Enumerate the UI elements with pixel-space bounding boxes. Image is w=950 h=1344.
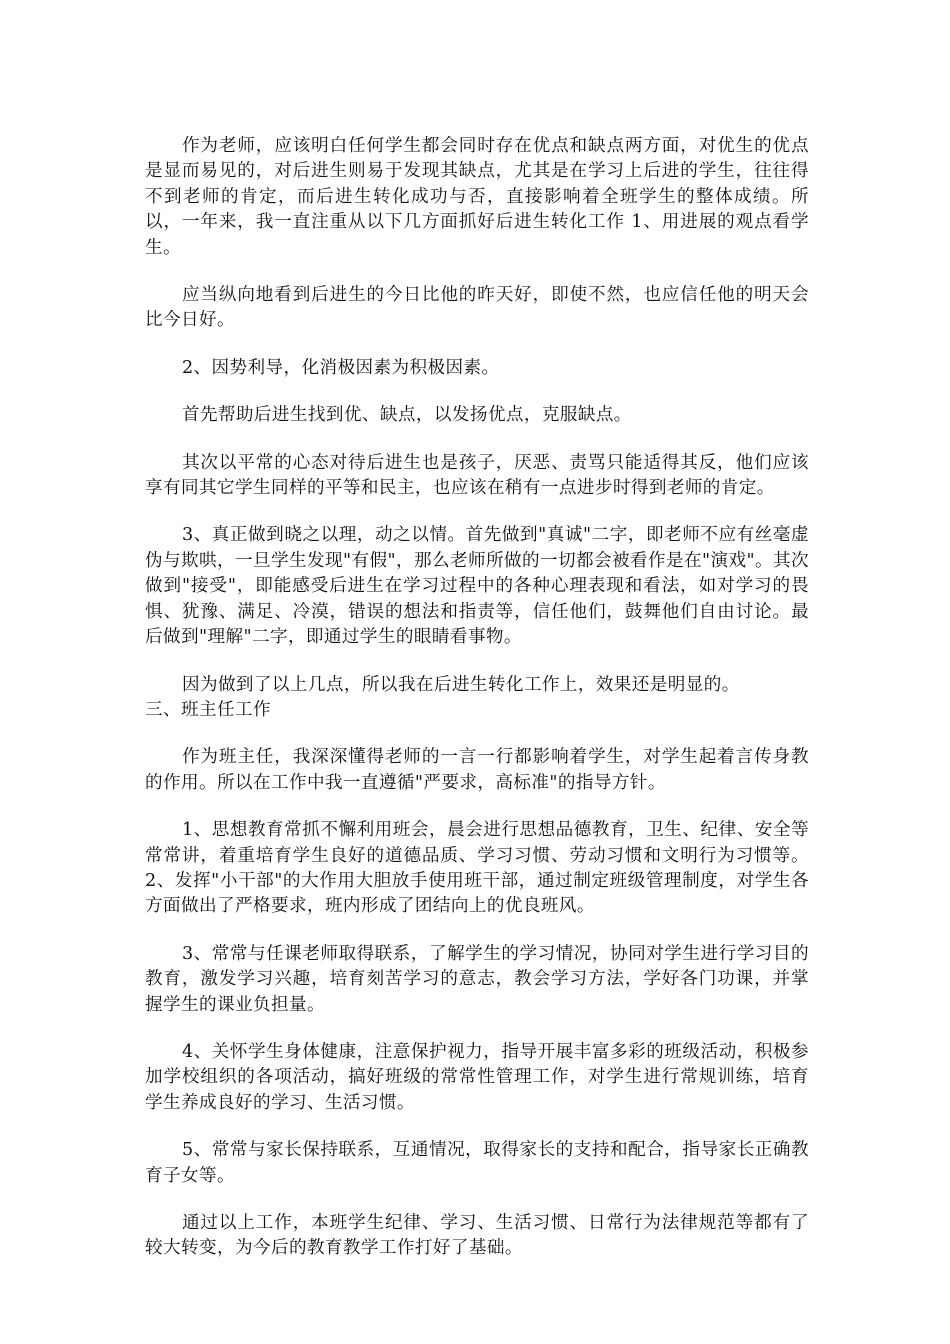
paragraph-1: 作为老师，应该明白任何学生都会同时存在优点和缺点两方面，对优生的优点是显而易见的，对后进生则易于发现其缺点，尤其是在学习上后进的学生，往往得不到老师的肯定，而后进生转化成功与否，直接影响着全班学生的整体成绩。所以，一年来，我一直注重从以下几方面抓好后进生转化工作 1、用进展的观点看学生。	[145, 136, 809, 258]
paragraph-4: 首先帮助后进生找到优、缺点，以发扬优点，克服缺点。	[181, 405, 632, 426]
paragraph-7: 因为做到了以上几点，所以我在后进生转化工作上，效果还是明显的。	[181, 674, 740, 695]
section-paragraph-4: 4、关怀学生身体健康，注意保护视力，指导开展丰富多彩的班级活动，积极参加学校组织的各项活动，搞好班级的常常性管理工作，对学生进行常规训练，培育学生养成良好的学习、生活习惯。	[145, 1041, 809, 1113]
section-paragraph-6: 通过以上工作，本班学生纪律、学习、生活习惯、日常行为法律规范等都有了较大转变，为今后的教育教学工作打好了基础。	[145, 1213, 809, 1259]
section-paragraph-1: 作为班主任，我深深懂得老师的一言一行都影响着学生，对学生起着言传身教的作用。所以在工作中我一直遵循"严要求，高标准"的指导方针。	[145, 747, 809, 793]
document-page	[145, 134, 809, 1284]
paragraph-3: 2、因势利导，化消极因素为积极因素。	[181, 357, 500, 378]
section-paragraph-3: 3、常常与任课老师取得联系，了解学生的学习情况，协同对学生进行学习目的教育，激发学习兴趣，培育刻苦学习的意志，教会学习方法，学好各门功课，并掌握学生的课业负担量。	[145, 943, 809, 1015]
section-paragraph-2: 1、思想教育常抓不懈利用班会，晨会进行思想品德教育，卫生、纪律、安全等常常讲，着重培育学生良好的道德品质、学习习惯、劳动习惯和文明行为习惯等。2、发挥"小干部"的大作用大胆放手使用班干部，通过制定班级管理制度，对学生各方面做出了严格要求，班内形成了团结向上的优良班风。	[145, 820, 809, 917]
paragraph-6: 3、真正做到晓之以理，动之以情。首先做到"真诚"二字，即老师不应有丝毫虚伪与欺哄，一旦学生发现"有假"，那么老师所做的一切都会被看作是在"演戏"。其次做到"接受"，即能感受后进生在学习过程中的各种心理表现和看法，如对学习的畏惧、犹豫、满足、冷漠，错误的想法和指责等，信任他们，鼓舞他们自由讨论。最后做到"理解"二字，即通过学生的眼睛看事物。	[145, 525, 809, 648]
paragraph-5: 其次以平常的心态对待后进生也是孩子，厌恶、责骂只能适得其反，他们应该享有同其它学生同样的平等和民主，也应该在稍有一点进步时得到老师的肯定。	[145, 452, 809, 499]
section-heading: 三、班主任工作	[145, 699, 271, 720]
paragraph-2: 应当纵向地看到后进生的今日比他的昨天好，即使不然，也应信任他的明天会比今日好。	[145, 285, 809, 331]
section-paragraph-5: 5、常常与家长保持联系，互通情况，取得家长的支持和配合，指导家长正确教育子女等。	[145, 1140, 809, 1186]
